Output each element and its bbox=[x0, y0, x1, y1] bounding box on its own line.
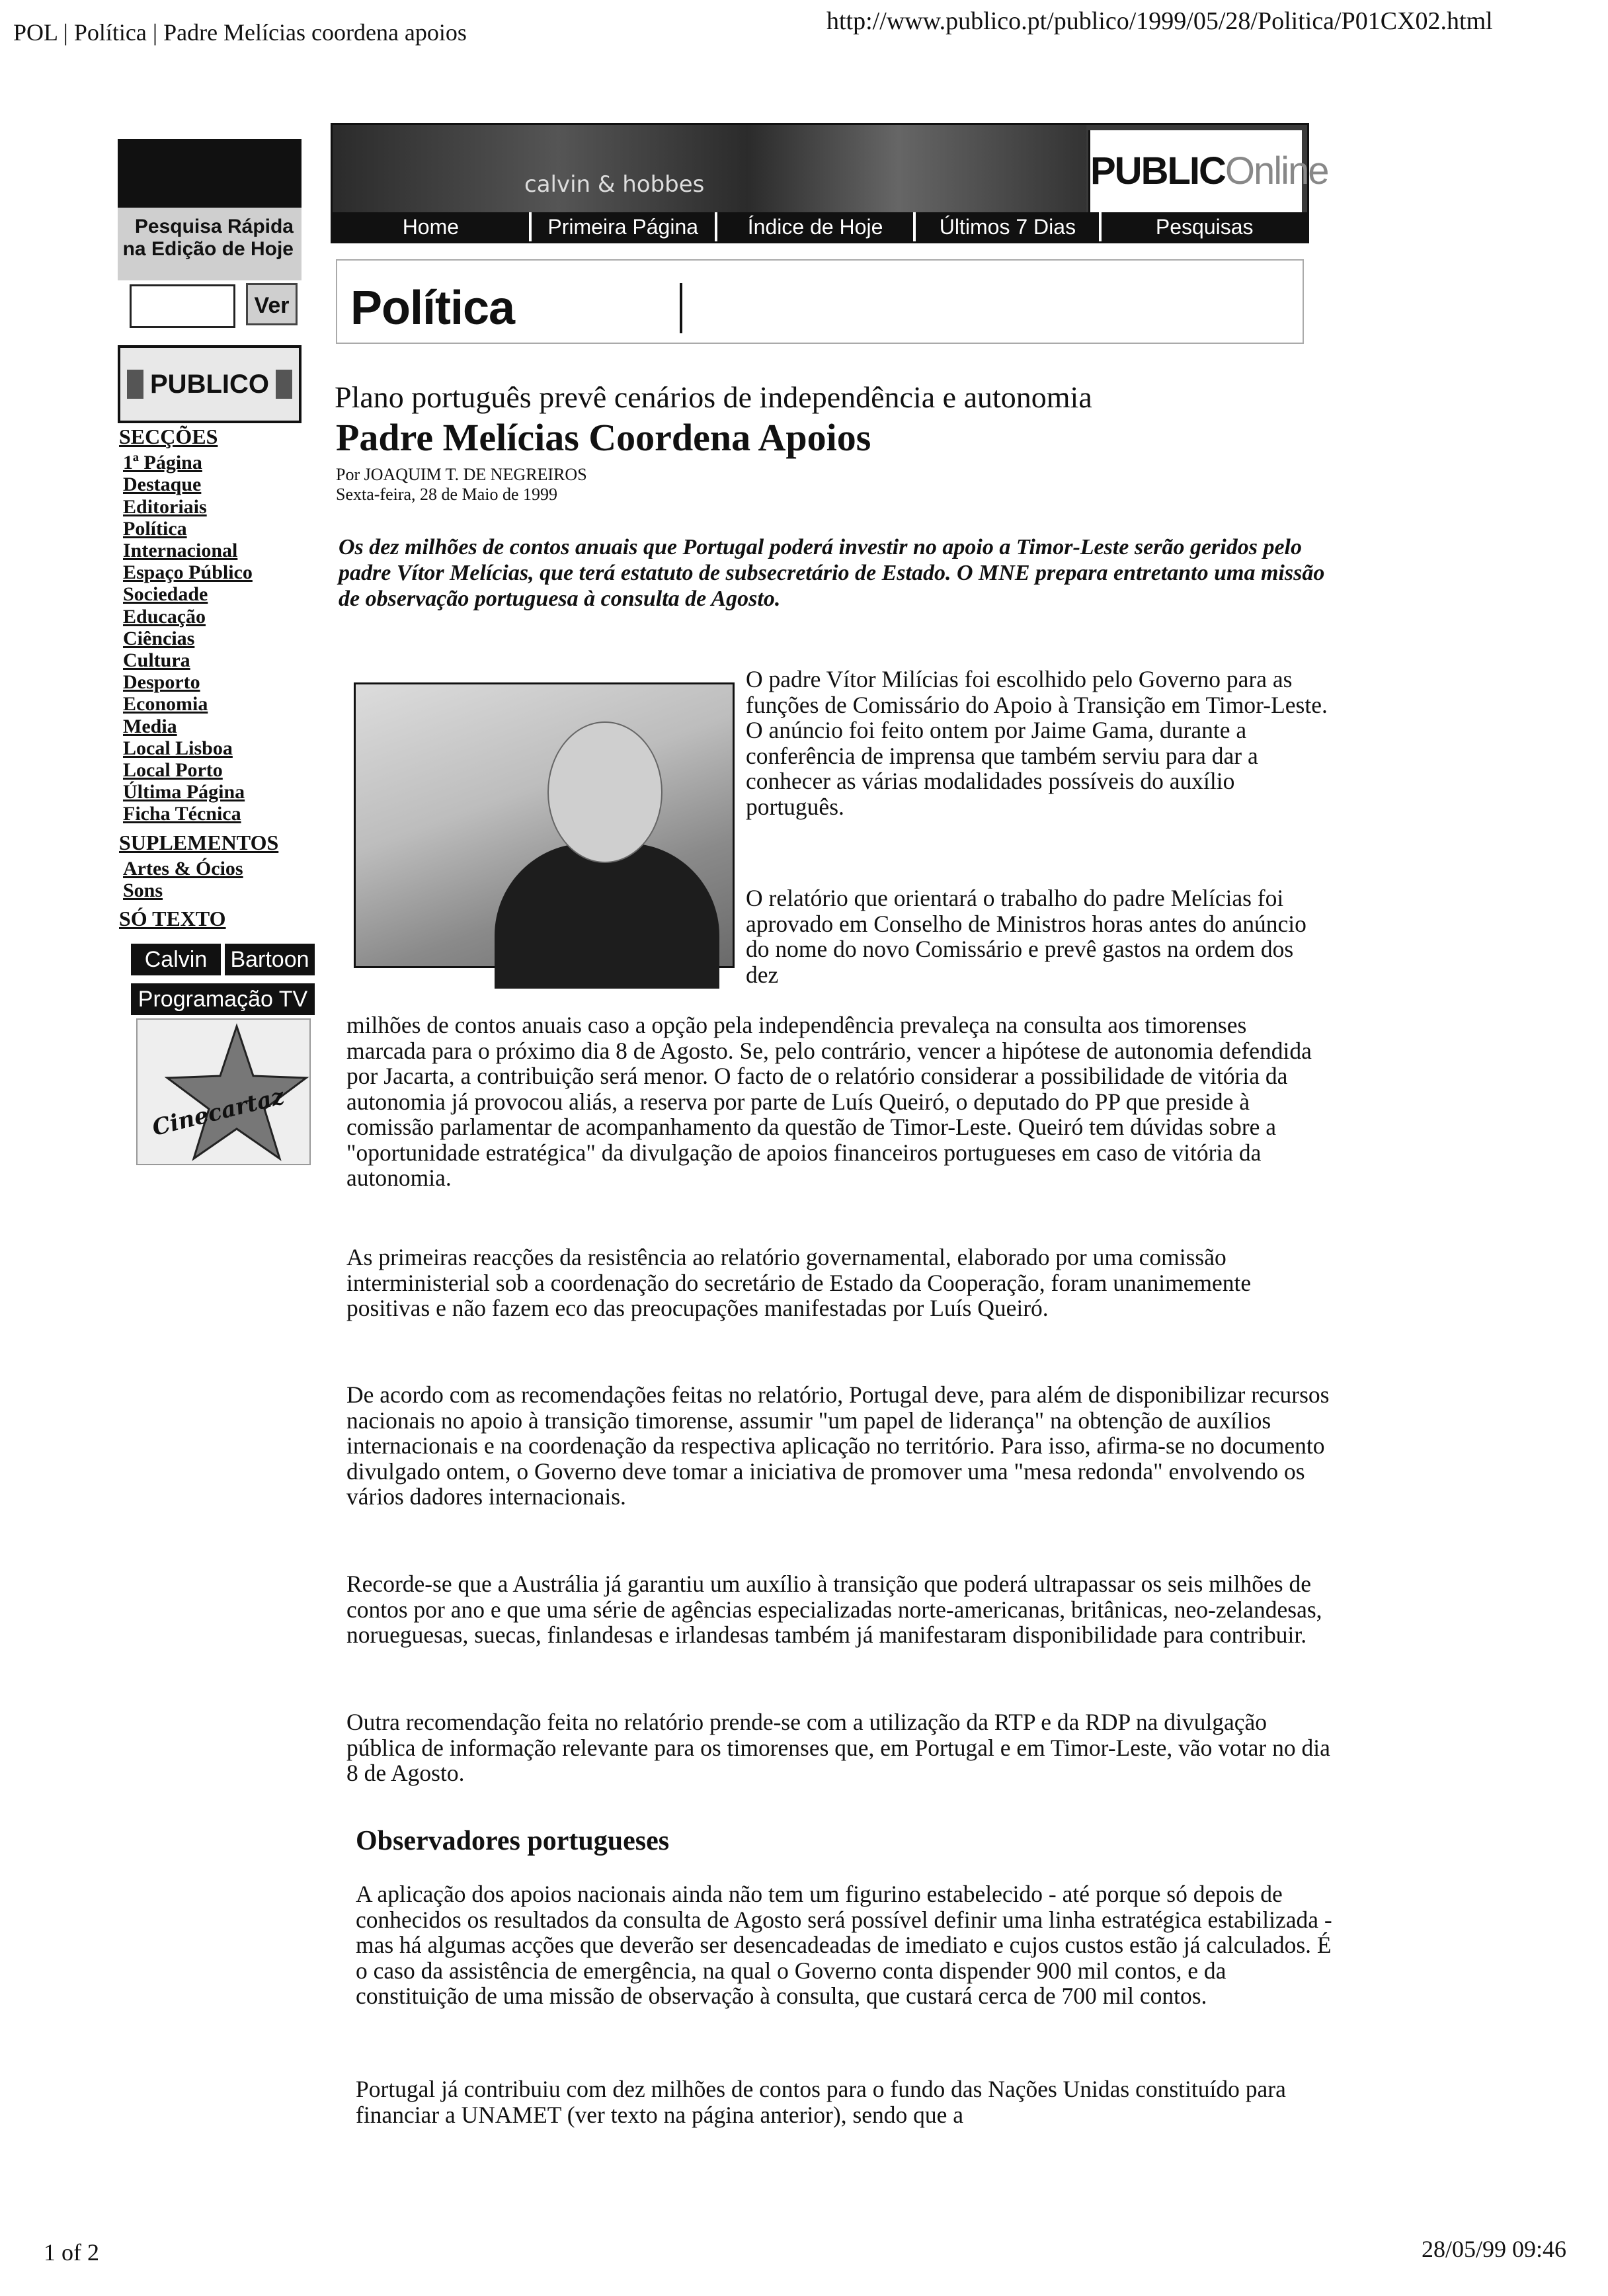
print-datetime: 28/05/99 09:46 bbox=[1422, 2236, 1567, 2262]
bartoon-button[interactable]: Bartoon bbox=[225, 944, 315, 975]
site-banner bbox=[331, 123, 1328, 243]
supplement-link[interactable]: Sons bbox=[123, 880, 163, 902]
brand-suffix: Online bbox=[1225, 149, 1328, 192]
section-link[interactable]: Local Lisboa bbox=[123, 737, 233, 759]
article-photo bbox=[354, 682, 735, 968]
text-only-link[interactable]: SÓ TEXTO bbox=[119, 907, 226, 931]
cinecartaz-link[interactable] bbox=[136, 1018, 311, 1165]
quick-search-label bbox=[118, 208, 302, 280]
supplement-link[interactable]: Artes & Ócios bbox=[123, 857, 243, 880]
star-icon bbox=[138, 1020, 309, 1164]
print-url: http://www.publico.pt/publico/1999/05/28/Politica/P01CX02.html bbox=[826, 7, 1493, 35]
calvin-button[interactable]: Calvin bbox=[131, 944, 221, 975]
publico-logo-text: PUBLICO bbox=[150, 369, 269, 399]
sections-heading[interactable]: SECÇÕES bbox=[119, 425, 218, 448]
article-subheading: Observadores portugueses bbox=[356, 1826, 670, 1856]
section-link[interactable]: Política bbox=[123, 517, 187, 540]
article-date: Sexta-feira, 28 de Maio de 1999 bbox=[336, 485, 558, 504]
nav-indice-hoje[interactable]: Índice de Hoje bbox=[717, 212, 916, 241]
publico-online-logo[interactable] bbox=[1088, 130, 1328, 212]
nav-pesquisas[interactable]: Pesquisas bbox=[1155, 215, 1254, 239]
paragraph: O padre Vítor Milícias foi escolhido pelo Governo para as funções de Comissário do Apoio à Transição em Timor-Leste. O anúncio foi feito ontem por Jaime Gama, durante a conferência de imprensa que também serviu para dar a conhecer as várias modalidades possíveis do auxílio português. bbox=[746, 666, 1328, 820]
cartoon-title: calvin & hobbes bbox=[524, 171, 705, 198]
nav-primeira-pagina[interactable]: Primeira Página bbox=[532, 212, 717, 241]
paragraph: De acordo com as recomendações feitas no relatório, Portugal deve, para além de disponibilizar recursos nacionais no apoio à transição timorense, assumir "um papel de liderança" na obtenção de auxílios internacionais e na coordenação da respectiva aplicação no território. Para isso, afirma-se no documento divulgado ontem, o Governo deve tomar a iniciativa de promover uma "mesa redonda" envolvendo os vários dadores internacionais. bbox=[346, 1381, 1330, 1510]
section-link[interactable]: Educação bbox=[123, 605, 206, 628]
paragraph: O relatório que orientará o trabalho do padre Melícias foi aprovado em Conselho de Ministros horas antes do anúncio do nome do novo Comissário e prevê gastos na ordem dos dez bbox=[746, 885, 1306, 988]
section-link[interactable]: Ficha Técnica bbox=[123, 803, 241, 825]
top-nav bbox=[333, 212, 1307, 241]
paragraph: A aplicação dos apoios nacionais ainda não tem um figurino estabelecido - até porque só depois de conhecidos os resultados da consulta de Agosto será possível definir uma linha estratégica estabilizada - mas há algumas acções que deverão ser desencadeadas de imediato e cujos custos estão já calculados. É o caso da assistência de emergência, na qual o Governo conta dispender 900 mil contos, e da constituição de uma missão de observação à consulta, que custará cerca de 700 mil contos. bbox=[356, 1881, 1332, 2009]
section-link[interactable]: Destaque bbox=[123, 473, 202, 496]
section-link[interactable]: Espaço Público bbox=[123, 561, 253, 584]
section-link[interactable]: 1ª Página bbox=[123, 452, 202, 474]
paragraph: Portugal já contribuiu com dez milhões de contos para o fundo das Nações Unidas constituído para financiar a UNAMET (ver texto na página anterior), sendo que a bbox=[356, 2076, 1286, 2128]
section-link[interactable]: Economia bbox=[123, 693, 208, 716]
cinecartaz-label: Cinecartaz bbox=[149, 1083, 287, 1142]
sections-nav bbox=[119, 423, 278, 930]
publico-logo[interactable] bbox=[118, 345, 302, 423]
quick-search-line-1: Pesquisa Rápida bbox=[134, 216, 294, 237]
photo-face bbox=[547, 721, 663, 863]
section-link[interactable]: Última Página bbox=[123, 781, 245, 803]
ver-button[interactable]: Ver bbox=[246, 283, 298, 325]
section-divider bbox=[680, 283, 682, 333]
nav-ultimos-7-dias[interactable]: Últimos 7 Dias bbox=[916, 212, 1102, 241]
section-link[interactable]: Cultura bbox=[123, 649, 190, 672]
article-lead: Os dez milhões de contos anuais que Portugal poderá investir no apoio a Timor-Leste serão geridos pelo padre Vítor Melícias, que terá estatuto de subsecretário de Estado. O MNE prepara entretanto uma missão de observação portuguesa à consulta de Agosto. bbox=[339, 535, 1325, 611]
paragraph: Recorde-se que a Austrália já garantiu um auxílio à transição que poderá ultrapassar os seis milhões de contos por ano e que uma série de agências especializadas norte-americanas, britânicas, neo-zelandesas, norueguesas, suecas, finlandesas e irlandesas também já manifestaram disponibilidade para contribuir. bbox=[346, 1571, 1322, 1648]
byline bbox=[336, 465, 587, 505]
cartoon-strip bbox=[333, 125, 1086, 216]
section-link[interactable]: Internacional bbox=[123, 540, 238, 562]
supplements-heading[interactable]: SUPLEMENTOS bbox=[119, 830, 279, 854]
article-headline: Padre Melícias Coordena Apoios bbox=[336, 416, 871, 459]
newspaper-icon bbox=[127, 370, 143, 399]
section-link[interactable]: Editoriais bbox=[123, 495, 207, 518]
section-link[interactable]: Local Porto bbox=[123, 759, 223, 782]
article-subtitle: Plano português prevê cenários de independência e autonomia bbox=[335, 380, 1092, 414]
paragraph: As primeiras reacções da resistência ao relatório governamental, elaborado por uma comissão interministerial sob a coordenação do secretário de Estado da Cooperação, foram unanimemente positivas e não fazem eco das preocupações manifestadas por Luís Queiró. bbox=[346, 1244, 1252, 1321]
author: Por JOAQUIM T. DE NEGREIROS bbox=[336, 465, 587, 484]
section-link[interactable]: Sociedade bbox=[123, 583, 208, 606]
section-link[interactable]: Ciências bbox=[123, 627, 195, 649]
brand-main: PUBLIC bbox=[1090, 149, 1225, 192]
print-page-title: POL | Política | Padre Melícias coordena apoios bbox=[13, 19, 467, 46]
quick-search-line-2: na Edição de Hoje bbox=[122, 238, 294, 260]
paragraph: Outra recomendação feita no relatório prende-se com a utilização da RTP e da RDP na divulgação pública de informação relevante para os timorenses que, em Portugal e em Timor-Leste, vão votar no dia 8 de Agosto. bbox=[346, 1709, 1330, 1786]
section-link[interactable]: Desporto bbox=[123, 671, 200, 694]
sidebar-top-block bbox=[118, 139, 302, 208]
photo-figure bbox=[495, 843, 719, 989]
tv-listings-button[interactable]: Programação TV bbox=[131, 983, 315, 1015]
paragraph: milhões de contos anuais caso a opção pela independência prevaleça na consulta aos timorenses marcada para o próximo dia 8 de Agosto. Se, pelo contrário, vencer a hipótese de autonomia defendida por Jacarta, a contribuição será menor. O facto de o relatório considerar a possibilidade de vitória da autonomia já provocou aliás, a reserva por parte de Luís Queiró, o deputado do PP que preside à comissão parlamentar de acompanhamento da questão de Timor-Leste. Queiró tem dúvidas sobre a "oportunidade estratégica" da divulgação de apoios financeiros portugueses em caso de vitória da autonomia. bbox=[346, 1012, 1312, 1191]
section-link[interactable]: Media bbox=[123, 715, 177, 737]
nav-home[interactable]: Home bbox=[333, 212, 532, 241]
newspaper-icon bbox=[276, 370, 292, 399]
search-input[interactable] bbox=[130, 284, 235, 328]
print-page-count: 1 of 2 bbox=[44, 2239, 99, 2266]
section-title: Política bbox=[350, 282, 515, 335]
